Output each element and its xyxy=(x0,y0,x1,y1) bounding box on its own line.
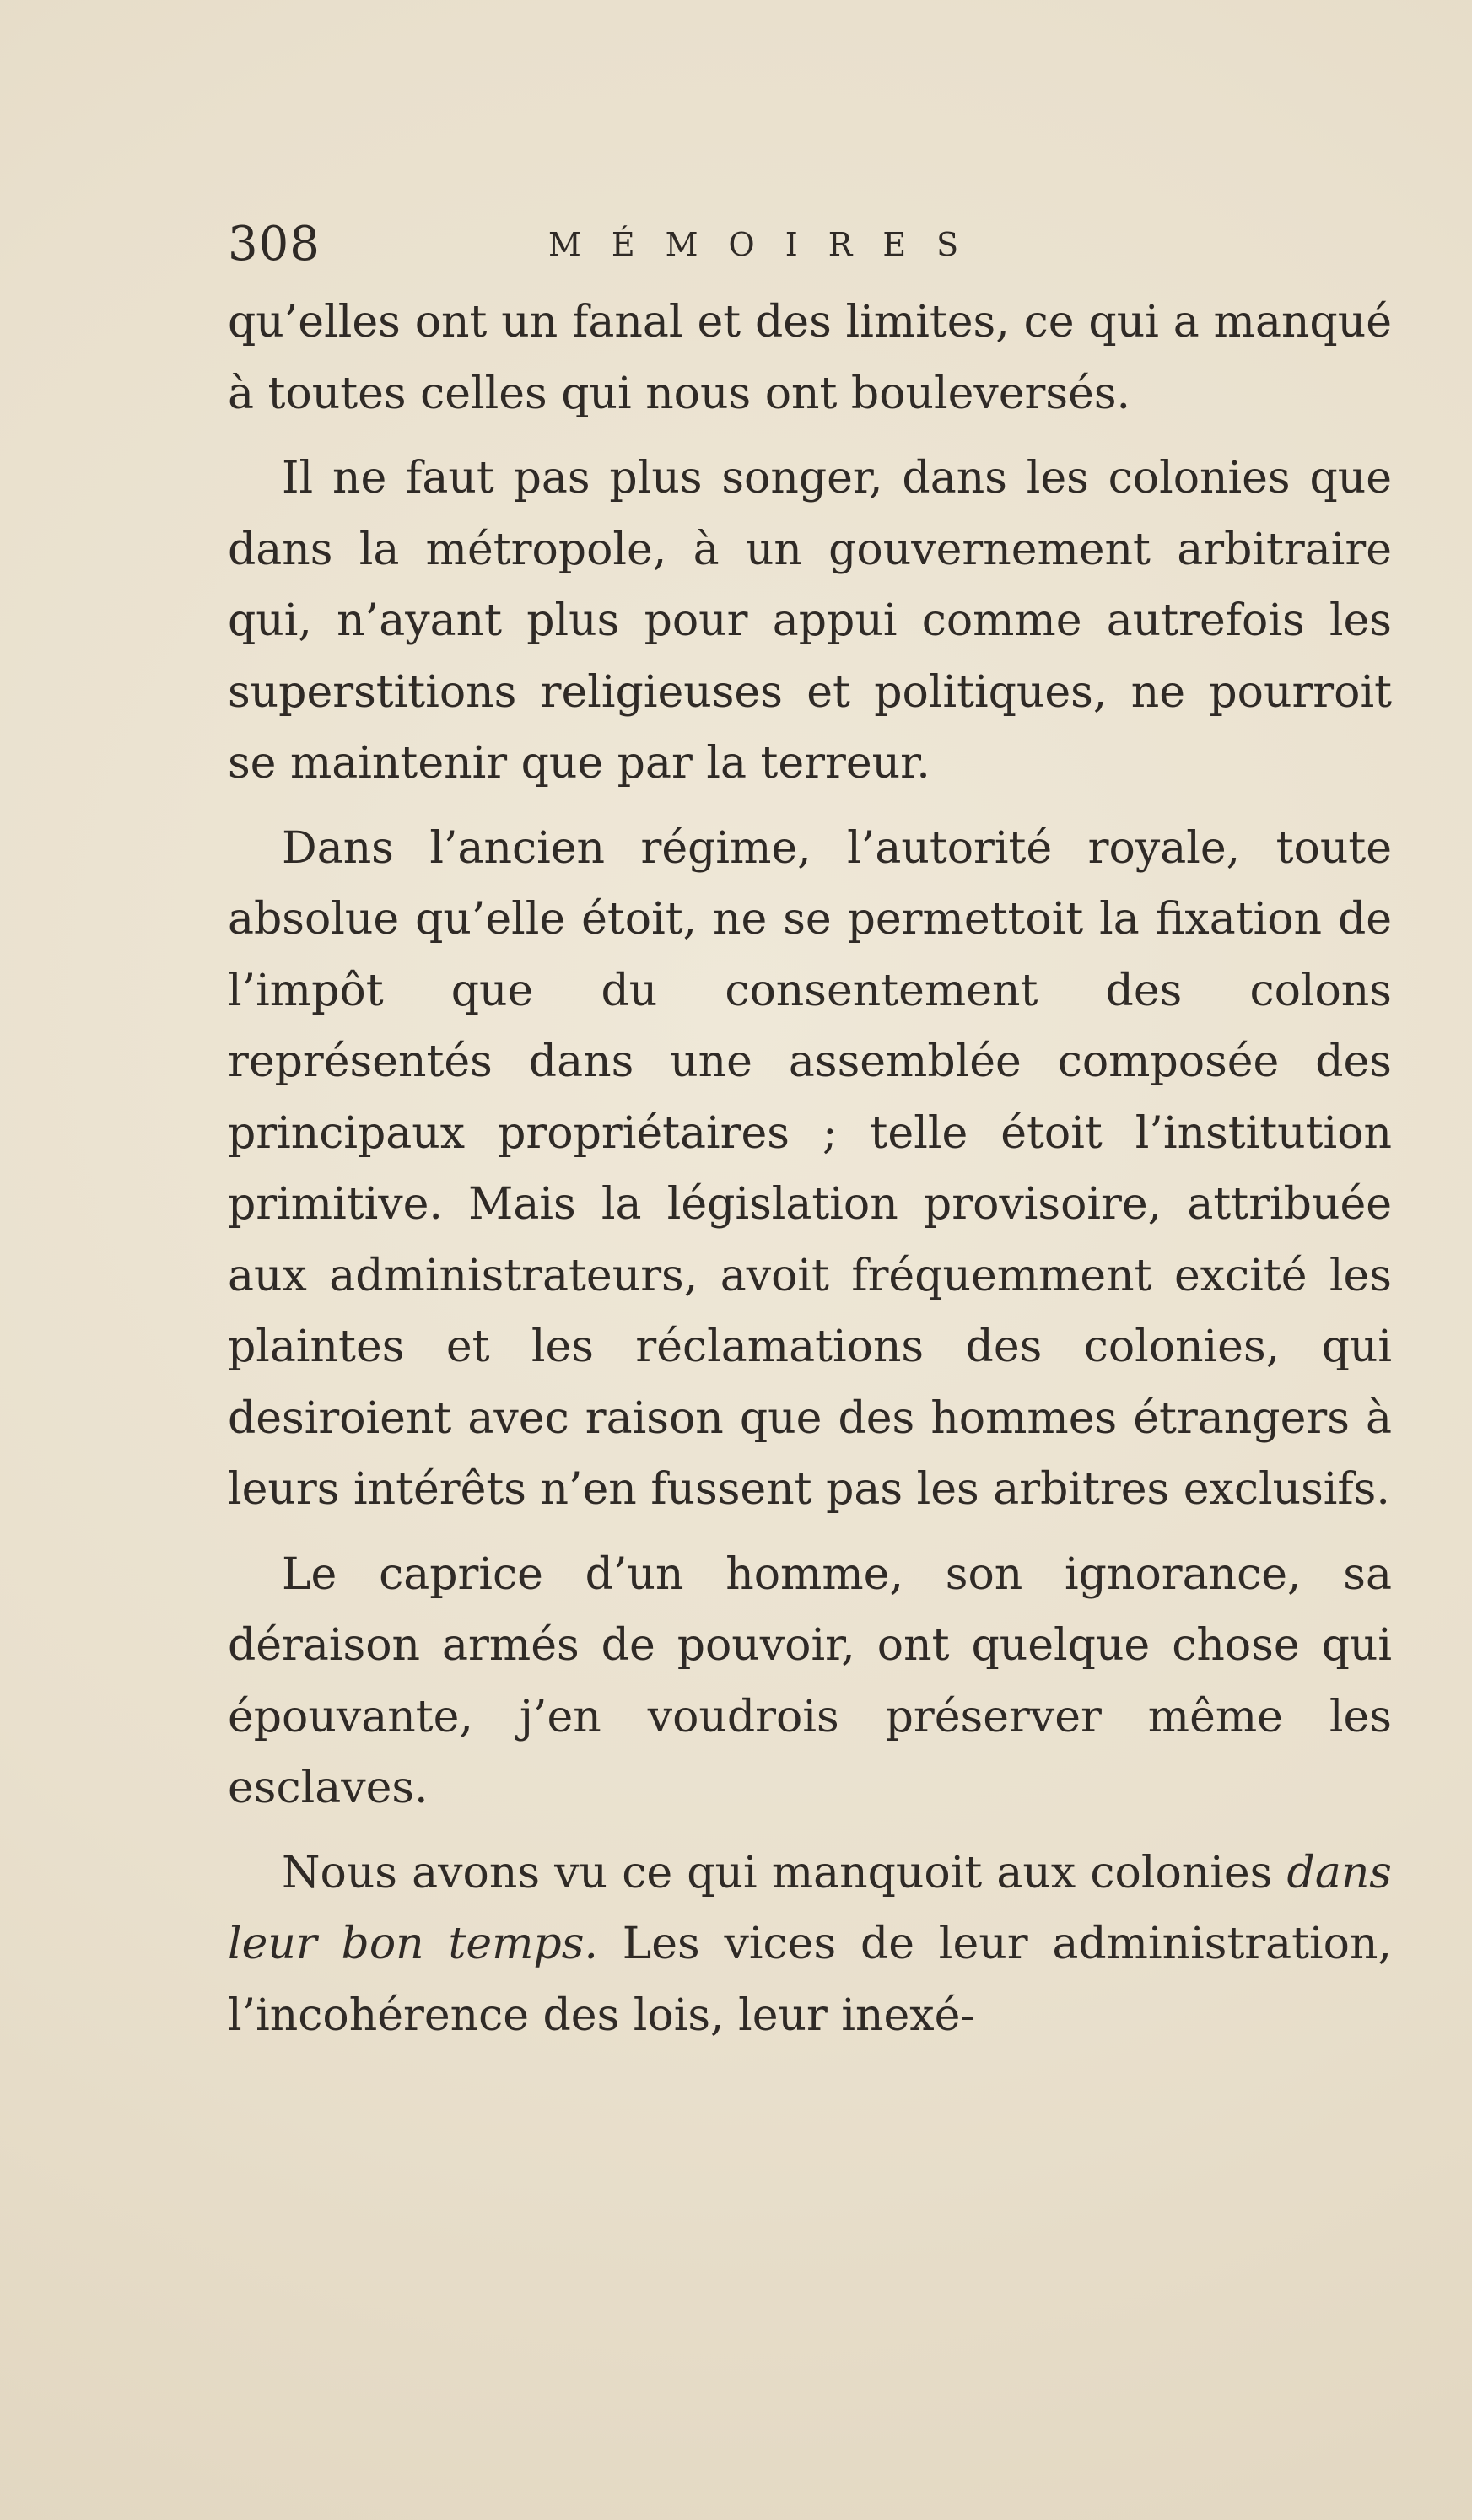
page-number: 308 xyxy=(228,217,321,272)
running-title: MÉMOIRES xyxy=(548,226,989,263)
page-header xyxy=(228,211,1392,278)
paragraph-colonies xyxy=(228,1838,1392,2052)
paragraph-continuation: qu’elles ont un fanal et des limites, ce qui a manqué à toutes celles qui nous ont bouleversés. xyxy=(228,297,1392,419)
paragraph-ancien-regime: Dans l’ancien régime, l’autorité royale, toute absolue qu’elle étoit, ne se permettoit la fixation de l’impôt que du consentement des colons représentés dans une assemblée composée des principaux propriétaires ; telle étoit l’institution primitive. Mais la législation provisoire, attribuée aux administrateurs, avoit fréquemment excité les plaintes et les réclamations des colonies, qui desiroient avec raison que des hommes étrangers à leurs intérêts n’en fussent pas les arbitres exclusifs. xyxy=(228,822,1392,1515)
body-text xyxy=(228,287,1392,2065)
italic-phrase: dans leur bon temps. xyxy=(228,1847,1392,1969)
paragraph-arbitrary-government: Il ne faut pas plus songer, dans les colonies que dans la métropole, à un gouvernement arbitraire qui, n’ayant plus pour appui comme autrefois les superstitions religieuses et politiques, ne pourroit se maintenir que par la terreur. xyxy=(228,453,1392,789)
paragraph-colonies-lead: Nous avons vu ce qui manquoit aux colonies xyxy=(282,1847,1273,1898)
paragraph-caprice: Le caprice d’un homme, son ignorance, sa déraison armés de pouvoir, ont quelque chose qui épouvante, j’en voudrois préserver même les esclaves. xyxy=(228,1548,1392,1813)
paragraph-colonies-tail: Les vices de leur administration, l’incohérence des lois, leur inexé- xyxy=(228,1919,1393,2041)
